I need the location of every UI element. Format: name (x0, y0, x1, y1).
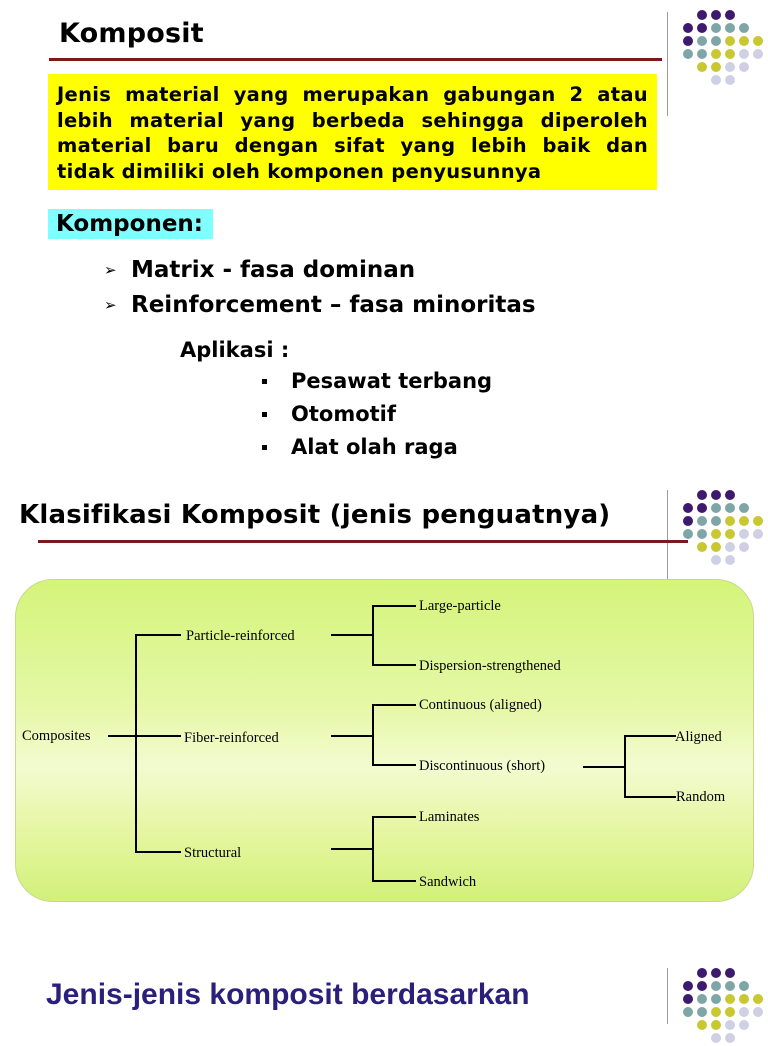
decorative-dot (711, 36, 721, 46)
square-bullet-icon (262, 445, 267, 450)
decorative-dot (753, 1007, 763, 1017)
decorative-dot (753, 503, 763, 513)
decorative-dot (739, 49, 749, 59)
node-large-particle: Large-particle (419, 598, 501, 614)
decorative-dot (753, 49, 763, 59)
decorative-dot (683, 516, 693, 526)
decorative-dot (697, 490, 707, 500)
decorative-dot (711, 10, 721, 20)
decorative-dot (725, 1020, 735, 1030)
component-item (104, 292, 536, 318)
decorative-dot (697, 529, 707, 539)
decorative-dot (753, 968, 763, 978)
decorative-dot (711, 516, 721, 526)
decorative-dot-grid (683, 490, 767, 568)
decorative-dot (711, 529, 721, 539)
decorative-dot (725, 490, 735, 500)
decorative-dot (753, 75, 763, 85)
decorative-dot (725, 968, 735, 978)
component-text: Reinforcement – fasa minoritas (131, 292, 536, 318)
node-discontinuous: Discontinuous (short) (419, 758, 546, 774)
decorative-dot (739, 503, 749, 513)
decorative-dot (739, 968, 749, 978)
decorative-dot (711, 994, 721, 1004)
node-structural: Structural (184, 845, 242, 861)
decorative-dot (725, 75, 735, 85)
title-underline (49, 58, 662, 61)
decorative-dot (725, 529, 735, 539)
node-aligned: Aligned (675, 729, 722, 745)
node-laminates: Laminates (419, 809, 480, 825)
decorative-dot (753, 529, 763, 539)
decorative-dot (725, 542, 735, 552)
decorative-dot (725, 1033, 735, 1043)
decorative-dot (753, 23, 763, 33)
decorative-dot (683, 75, 693, 85)
decorative-dot (725, 503, 735, 513)
decorative-dot (739, 490, 749, 500)
node-continuous: Continuous (aligned) (419, 697, 542, 713)
decorative-dot (739, 981, 749, 991)
decorative-dot (683, 36, 693, 46)
decorative-dot (683, 10, 693, 20)
decorative-dot (683, 529, 693, 539)
slide3-title: Jenis-jenis komposit berdasarkan (46, 978, 530, 1011)
decorative-dot (739, 1020, 749, 1030)
node-composites: Composites (22, 728, 91, 744)
classification-diagram (15, 579, 754, 902)
vertical-divider (667, 490, 668, 580)
decorative-dot (697, 23, 707, 33)
decorative-dot-grid (683, 10, 767, 88)
decorative-dot (753, 1020, 763, 1030)
decorative-dot (683, 503, 693, 513)
decorative-dot (753, 490, 763, 500)
decorative-dot (697, 981, 707, 991)
decorative-dot (683, 62, 693, 72)
decorative-dot (739, 555, 749, 565)
decorative-dot (725, 23, 735, 33)
decorative-dot (697, 1020, 707, 1030)
square-bullet-icon (262, 379, 267, 384)
decorative-dot (739, 1007, 749, 1017)
decorative-dot (711, 968, 721, 978)
component-item (104, 257, 415, 283)
decorative-dot (711, 555, 721, 565)
decorative-dot (683, 968, 693, 978)
decorative-dot (683, 23, 693, 33)
node-particle-reinforced: Particle-reinforced (186, 628, 295, 644)
decorative-dot (739, 23, 749, 33)
decorative-dot (697, 542, 707, 552)
decorative-dot (753, 36, 763, 46)
decorative-dot (711, 503, 721, 513)
decorative-dot (725, 981, 735, 991)
applications-label: Aplikasi : (180, 338, 290, 362)
decorative-dot (739, 516, 749, 526)
decorative-dot (753, 1033, 763, 1043)
decorative-dot (697, 1007, 707, 1017)
decorative-dot (725, 10, 735, 20)
decorative-dot (725, 516, 735, 526)
decorative-dot (725, 555, 735, 565)
definition-box: Jenis material yang merupakan gabungan 2 atau lebih material yang berbeda sehingga diperoleh material baru dengan sifat yang lebih baik dan tidak dimiliki oleh komponen penyusunnya (48, 74, 657, 190)
vertical-divider (667, 968, 668, 1024)
decorative-dot (683, 490, 693, 500)
decorative-dot (725, 49, 735, 59)
decorative-dot (753, 10, 763, 20)
node-fiber-reinforced: Fiber-reinforced (184, 730, 279, 746)
decorative-dot (697, 36, 707, 46)
application-text: Otomotif (291, 402, 396, 426)
decorative-dot (711, 1020, 721, 1030)
decorative-dot (725, 994, 735, 1004)
decorative-dot (739, 1033, 749, 1043)
decorative-dot (739, 75, 749, 85)
decorative-dot (711, 1033, 721, 1043)
decorative-dot (711, 75, 721, 85)
components-label: Komponen: (48, 209, 213, 239)
decorative-dot (725, 62, 735, 72)
decorative-dot (683, 1033, 693, 1043)
slide1-title: Komposit (59, 18, 204, 49)
arrow-bullet-icon: ➢ (104, 296, 117, 314)
application-item (262, 402, 396, 426)
decorative-dot (753, 994, 763, 1004)
decorative-dot (683, 994, 693, 1004)
node-dispersion-strengthened: Dispersion-strengthened (419, 658, 561, 674)
application-text: Alat olah raga (291, 435, 458, 459)
decorative-dot (711, 49, 721, 59)
decorative-dot (697, 503, 707, 513)
decorative-dot (753, 516, 763, 526)
decorative-dot (739, 36, 749, 46)
decorative-dot (697, 994, 707, 1004)
decorative-dot (683, 1020, 693, 1030)
decorative-dot (697, 1033, 707, 1043)
application-item (262, 435, 458, 459)
decorative-dot (711, 981, 721, 991)
decorative-dot (739, 529, 749, 539)
decorative-dot (739, 994, 749, 1004)
decorative-dot (683, 49, 693, 59)
decorative-dot (683, 555, 693, 565)
node-sandwich: Sandwich (419, 874, 477, 890)
decorative-dot (725, 1007, 735, 1017)
decorative-dot (753, 555, 763, 565)
decorative-dot (683, 981, 693, 991)
decorative-dot (711, 23, 721, 33)
application-item (262, 369, 492, 393)
decorative-dot (697, 555, 707, 565)
decorative-dot (753, 542, 763, 552)
arrow-bullet-icon: ➢ (104, 261, 117, 279)
application-text: Pesawat terbang (291, 369, 493, 393)
decorative-dot (739, 542, 749, 552)
decorative-dot (697, 516, 707, 526)
component-text: Matrix - fasa dominan (131, 257, 416, 283)
decorative-dot (697, 968, 707, 978)
decorative-dot (711, 62, 721, 72)
decorative-dot-grid (683, 968, 767, 1046)
decorative-dot (683, 542, 693, 552)
decorative-dot (753, 62, 763, 72)
title-underline (38, 540, 688, 543)
decorative-dot (683, 1007, 693, 1017)
square-bullet-icon (262, 412, 267, 417)
decorative-dot (711, 1007, 721, 1017)
decorative-dot (711, 490, 721, 500)
decorative-dot (697, 62, 707, 72)
decorative-dot (739, 10, 749, 20)
decorative-dot (753, 981, 763, 991)
node-random: Random (676, 789, 726, 805)
vertical-divider (667, 12, 668, 116)
decorative-dot (711, 542, 721, 552)
decorative-dot (697, 10, 707, 20)
decorative-dot (725, 36, 735, 46)
decorative-dot (697, 75, 707, 85)
decorative-dot (697, 49, 707, 59)
decorative-dot (739, 62, 749, 72)
slide2-title: Klasifikasi Komposit (jenis penguatnya) (19, 500, 611, 530)
